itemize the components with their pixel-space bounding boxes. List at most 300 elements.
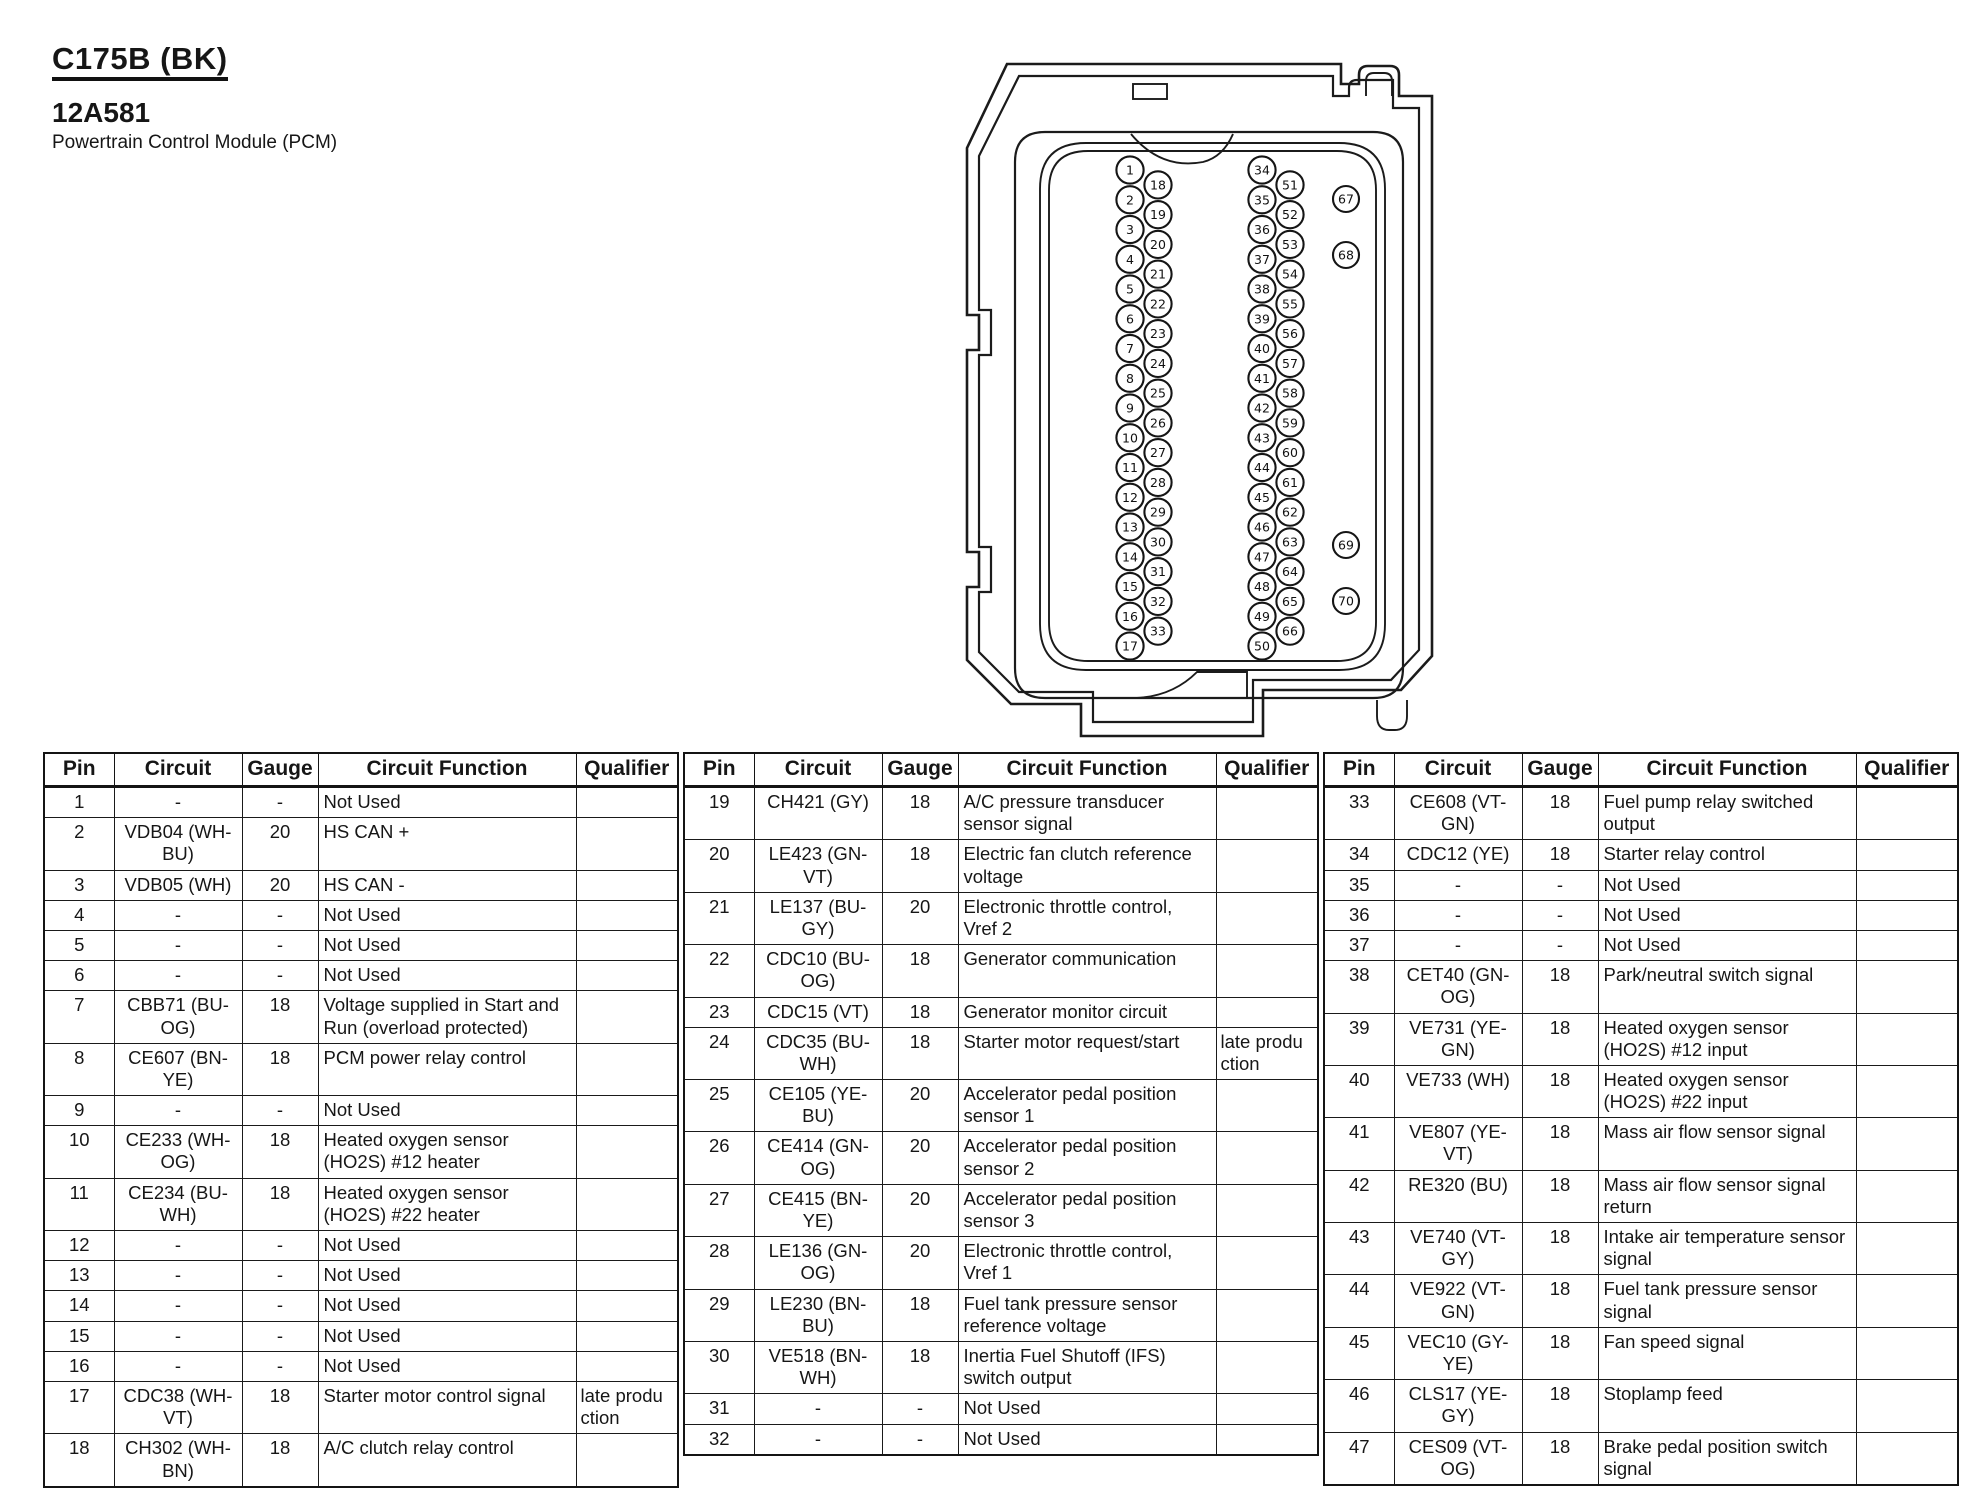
cell-circuit: VE733 (WH) [1394,1065,1522,1117]
cell-circuit: CE414 (GN-OG) [754,1132,882,1184]
connector-pin [1248,573,1275,600]
svg-text:30: 30 [1150,534,1166,550]
column-header: Circuit [754,753,882,787]
table-row [44,1096,678,1126]
column-header: Circuit [1394,753,1522,787]
cell-function: Accelerator pedal position sensor 1 [958,1080,1216,1132]
svg-text:70: 70 [1338,593,1354,609]
cell-function: Heated oxygen sensor (HO2S) #12 input [1598,1013,1856,1065]
svg-text:4: 4 [1126,251,1134,267]
cell-pin: 23 [684,997,754,1027]
cell-function: A/C pressure transducer sensor signal [958,787,1216,840]
svg-text:62: 62 [1282,504,1298,520]
cell-pin: 47 [1324,1432,1394,1485]
cell-qualifier: late production [576,1381,678,1433]
cell-circuit: LE230 (BN-BU) [754,1289,882,1341]
svg-text:59: 59 [1282,415,1298,431]
cell-pin: 2 [44,818,114,870]
cell-gauge: 20 [882,892,958,944]
cell-gauge: 18 [1522,1223,1598,1275]
cell-pin: 30 [684,1341,754,1393]
table-row [1324,1170,1958,1222]
svg-text:35: 35 [1254,192,1270,208]
cell-gauge: 18 [242,1381,318,1433]
table-row [684,997,1318,1027]
svg-text:13: 13 [1122,519,1138,535]
doc-header [52,42,337,154]
cell-function: Electric fan clutch reference voltage [958,840,1216,892]
cell-function: Intake air temperature sensor signal [1598,1223,1856,1275]
svg-text:2: 2 [1126,192,1134,208]
cell-gauge: 20 [882,1184,958,1236]
cell-gauge: - [242,900,318,930]
cell-circuit: - [114,961,242,991]
svg-text:8: 8 [1126,370,1134,386]
connector-pin [1116,573,1143,600]
cell-pin: 37 [1324,930,1394,960]
cell-pin: 17 [44,1381,114,1433]
cell-circuit: CE105 (YE-BU) [754,1080,882,1132]
cell-function: Not Used [958,1394,1216,1424]
cell-qualifier [1216,840,1318,892]
cell-circuit: - [114,1291,242,1321]
cell-gauge: - [242,1351,318,1381]
cell-pin: 20 [684,840,754,892]
svg-text:29: 29 [1150,504,1166,520]
table-row [44,1231,678,1261]
cell-qualifier [576,1261,678,1291]
connector-pin [1248,484,1275,511]
cell-function: Heated oxygen sensor (HO2S) #22 heater [318,1178,576,1230]
connector-diagram [945,50,1465,745]
svg-text:38: 38 [1254,281,1270,297]
table-row [684,945,1318,997]
cell-qualifier [576,961,678,991]
cell-function: Not Used [1598,930,1856,960]
table-row [684,840,1318,892]
connector-pin [1144,499,1171,526]
cell-gauge: 20 [242,870,318,900]
cell-circuit: - [114,1231,242,1261]
connector-pin [1276,320,1303,347]
cell-pin: 16 [44,1351,114,1381]
cell-gauge: - [242,961,318,991]
cell-qualifier [1216,1394,1318,1424]
connector-pin [1276,558,1303,585]
cell-function: Accelerator pedal position sensor 3 [958,1184,1216,1236]
svg-text:52: 52 [1282,207,1298,223]
cell-circuit: VE740 (VT-GY) [1394,1223,1522,1275]
cell-circuit: VE922 (VT-GN) [1394,1275,1522,1327]
connector-pin [1116,186,1143,213]
cell-gauge: 20 [882,1080,958,1132]
table-row [684,1080,1318,1132]
connector-pin [1248,156,1275,183]
cell-pin: 8 [44,1043,114,1095]
table-row [1324,1327,1958,1379]
cell-pin: 26 [684,1132,754,1184]
cell-function: Fan speed signal [1598,1327,1856,1379]
svg-text:42: 42 [1254,400,1270,416]
pinout-table-2 [683,752,1319,1456]
connector-pin [1144,618,1171,645]
cell-qualifier [1856,1013,1958,1065]
table-row [684,1341,1318,1393]
cell-circuit: VDB04 (WH-BU) [114,818,242,870]
connector-pin [1116,424,1143,451]
cell-pin: 46 [1324,1380,1394,1432]
cell-qualifier [576,870,678,900]
cell-circuit: VE518 (BN-WH) [754,1341,882,1393]
cell-qualifier [576,1291,678,1321]
column-header: Gauge [882,753,958,787]
cell-function: Not Used [318,930,576,960]
cell-pin: 28 [684,1237,754,1289]
cell-pin: 3 [44,870,114,900]
cell-circuit: VE807 (YE-VT) [1394,1118,1522,1170]
cell-qualifier [576,818,678,870]
connector-pin [1116,484,1143,511]
cell-pin: 21 [684,892,754,944]
cell-function: A/C clutch relay control [318,1434,576,1487]
cell-pin: 12 [44,1231,114,1261]
svg-text:22: 22 [1150,296,1166,312]
svg-text:56: 56 [1282,326,1298,342]
cell-qualifier [576,1231,678,1261]
cell-qualifier [1856,900,1958,930]
cell-gauge: 18 [882,840,958,892]
cell-pin: 14 [44,1291,114,1321]
cell-pin: 5 [44,930,114,960]
cell-gauge: 18 [1522,787,1598,840]
column-header: Gauge [1522,753,1598,787]
svg-text:28: 28 [1150,474,1166,490]
cell-circuit: - [114,900,242,930]
cell-gauge: 18 [882,997,958,1027]
svg-text:31: 31 [1150,564,1166,580]
cell-pin: 9 [44,1096,114,1126]
cell-qualifier [576,1126,678,1178]
table-row [1324,870,1958,900]
svg-text:14: 14 [1122,549,1138,565]
cell-pin: 19 [684,787,754,840]
connector-pin [1144,261,1171,288]
cell-qualifier [1216,1184,1318,1236]
svg-text:7: 7 [1126,341,1134,356]
cell-gauge: 18 [882,1027,958,1079]
cell-gauge: - [242,1231,318,1261]
cell-gauge: 18 [1522,1118,1598,1170]
cell-circuit: - [1394,930,1522,960]
connector-pin [1116,394,1143,421]
connector-pin [1276,409,1303,436]
cell-circuit: LE137 (BU-GY) [754,892,882,944]
connector-pin [1116,543,1143,570]
svg-text:46: 46 [1254,519,1270,535]
cell-gauge: 18 [1522,1432,1598,1485]
pinout-table-3 [1323,752,1959,1486]
table-row [1324,1118,1958,1170]
cell-circuit: - [1394,900,1522,930]
cell-pin: 25 [684,1080,754,1132]
cell-function: Heated oxygen sensor (HO2S) #12 heater [318,1126,576,1178]
connector-pin [1116,603,1143,630]
svg-text:24: 24 [1150,355,1166,371]
cell-function: Starter relay control [1598,840,1856,870]
connector-pin [1116,454,1143,481]
connector-pin [1116,305,1143,332]
table-row [44,1126,678,1178]
cell-circuit: - [1394,870,1522,900]
connector-pin [1144,409,1171,436]
cell-qualifier [1856,961,1958,1013]
cell-pin: 24 [684,1027,754,1079]
cell-qualifier [1856,840,1958,870]
cell-gauge: 18 [242,1043,318,1095]
table-row [684,1184,1318,1236]
connector-pin [1248,186,1275,213]
table-row [44,787,678,818]
cell-gauge: 18 [1522,1275,1598,1327]
column-header: Qualifier [1856,753,1958,787]
table-row [684,1132,1318,1184]
svg-text:53: 53 [1282,236,1298,252]
cell-pin: 41 [1324,1118,1394,1170]
svg-text:43: 43 [1254,430,1270,446]
table-row [1324,1380,1958,1432]
cell-function: Not Used [318,787,576,818]
column-header: Pin [684,753,754,787]
cell-gauge: - [1522,930,1598,960]
cell-circuit: CLS17 (YE-GY) [1394,1380,1522,1432]
connector-pin [1276,261,1303,288]
connector-pin [1248,513,1275,540]
cell-function: Not Used [318,1261,576,1291]
svg-text:49: 49 [1254,608,1270,624]
cell-qualifier [576,900,678,930]
cell-gauge: - [242,1096,318,1126]
table-row [684,787,1318,840]
cell-qualifier [576,1096,678,1126]
cell-gauge: 18 [882,787,958,840]
cell-pin: 18 [44,1434,114,1487]
cell-pin: 38 [1324,961,1394,1013]
connector-pin [1144,439,1171,466]
connector-pin [1248,275,1275,302]
svg-text:61: 61 [1282,474,1298,490]
cell-function: Fuel pump relay switched output [1598,787,1856,840]
cell-pin: 13 [44,1261,114,1291]
cell-qualifier [1216,1424,1318,1455]
cell-pin: 40 [1324,1065,1394,1117]
cell-circuit: VDB05 (WH) [114,870,242,900]
table-row [44,961,678,991]
connector-pin [1144,201,1171,228]
cell-qualifier [1216,997,1318,1027]
cell-qualifier [1216,1237,1318,1289]
cell-gauge: 18 [1522,1170,1598,1222]
cell-pin: 33 [1324,787,1394,840]
table-row [1324,1065,1958,1117]
svg-text:40: 40 [1254,341,1270,356]
connector-pin [1116,335,1143,362]
cell-circuit: - [754,1394,882,1424]
table-row [44,1178,678,1230]
cell-function: Not Used [1598,900,1856,930]
connector-pin [1248,603,1275,630]
cell-qualifier: late production [1216,1027,1318,1079]
cell-gauge: 18 [1522,1013,1598,1065]
cell-function: Park/neutral switch signal [1598,961,1856,1013]
svg-text:44: 44 [1254,460,1270,475]
svg-text:32: 32 [1150,593,1166,609]
cell-gauge: - [882,1424,958,1455]
cell-function: Accelerator pedal position sensor 2 [958,1132,1216,1184]
svg-text:68: 68 [1338,247,1354,263]
svg-text:18: 18 [1150,177,1166,193]
connector-pin [1276,290,1303,317]
table-row [1324,787,1958,840]
connector-pin [1276,469,1303,496]
connector-pin [1144,171,1171,198]
cell-qualifier [1856,1327,1958,1379]
connector-pin [1276,499,1303,526]
cell-circuit: CET40 (GN-OG) [1394,961,1522,1013]
connector-pin [1116,246,1143,273]
cell-function: Electronic throttle control, Vref 1 [958,1237,1216,1289]
pin-field [1116,156,1359,659]
connector-pin [1333,186,1359,212]
cell-qualifier [576,1043,678,1095]
cell-function: Not Used [318,961,576,991]
cell-qualifier [576,991,678,1043]
cell-function: PCM power relay control [318,1043,576,1095]
column-header: Circuit Function [318,753,576,787]
cell-circuit: CE607 (BN-YE) [114,1043,242,1095]
cell-circuit: CDC35 (BU-WH) [754,1027,882,1079]
cell-qualifier [576,787,678,818]
svg-text:41: 41 [1254,370,1270,386]
table-row [44,1381,678,1433]
cell-pin: 22 [684,945,754,997]
cell-gauge: 18 [1522,840,1598,870]
pinout-table-1 [43,752,679,1488]
cell-gauge: - [242,1291,318,1321]
connector-pin [1248,335,1275,362]
connector-pin [1144,320,1171,347]
connector-pin [1144,380,1171,407]
table-row [1324,1432,1958,1485]
table-row [44,1043,678,1095]
cell-function: Not Used [318,1291,576,1321]
cell-circuit: CDC10 (BU-OG) [754,945,882,997]
cell-qualifier [576,930,678,960]
svg-text:21: 21 [1150,266,1166,282]
cell-circuit: - [114,1261,242,1291]
svg-text:25: 25 [1150,385,1166,401]
svg-text:64: 64 [1282,564,1298,580]
svg-text:15: 15 [1122,579,1138,594]
cell-qualifier [1216,1289,1318,1341]
cell-circuit: CBB71 (BU-OG) [114,991,242,1043]
cell-circuit: RE320 (BU) [1394,1170,1522,1222]
table-row [44,870,678,900]
svg-text:9: 9 [1126,400,1134,416]
cell-function: Starter motor control signal [318,1381,576,1433]
connector-pin [1116,216,1143,243]
cell-qualifier [1216,787,1318,840]
svg-text:66: 66 [1282,623,1298,639]
cell-gauge: - [1522,900,1598,930]
column-header: Circuit [114,753,242,787]
cell-qualifier [1856,1432,1958,1485]
table-row [44,900,678,930]
table-row [44,1261,678,1291]
connector-pin [1248,632,1275,659]
connector-pin [1248,216,1275,243]
svg-text:48: 48 [1254,579,1270,594]
cell-function: Voltage supplied in Start and Run (overload protected) [318,991,576,1043]
svg-text:54: 54 [1282,266,1298,282]
module-name: Powertrain Control Module (PCM) [52,132,338,154]
cell-pin: 45 [1324,1327,1394,1379]
cell-gauge: - [242,787,318,818]
cell-function: Heated oxygen sensor (HO2S) #22 input [1598,1065,1856,1117]
cell-pin: 36 [1324,900,1394,930]
cell-function: Inertia Fuel Shutoff (IFS) switch output [958,1341,1216,1393]
connector-pin [1333,242,1359,268]
cell-gauge: - [1522,870,1598,900]
table-row [1324,900,1958,930]
table-row [1324,840,1958,870]
part-number: 12A581 [52,97,151,129]
cell-function: Not Used [318,900,576,930]
connector-pin [1144,588,1171,615]
table-row [1324,1275,1958,1327]
cell-function: Not Used [318,1351,576,1381]
cell-gauge: - [242,930,318,960]
connector-pin [1248,543,1275,570]
svg-text:19: 19 [1150,207,1166,223]
table-row [684,1289,1318,1341]
cell-pin: 42 [1324,1170,1394,1222]
connector-pin [1144,469,1171,496]
svg-text:17: 17 [1122,638,1138,654]
svg-text:55: 55 [1282,296,1298,312]
cell-gauge: 18 [882,945,958,997]
cell-pin: 1 [44,787,114,818]
cell-function: HS CAN - [318,870,576,900]
cell-circuit: CE608 (VT-GN) [1394,787,1522,840]
svg-text:3: 3 [1126,222,1134,237]
table-row [44,1291,678,1321]
cell-gauge: 18 [1522,961,1598,1013]
svg-text:26: 26 [1150,415,1166,431]
table-row [44,1351,678,1381]
connector-pin [1276,439,1303,466]
cell-pin: 31 [684,1394,754,1424]
svg-text:67: 67 [1338,191,1354,207]
cell-gauge: 18 [882,1289,958,1341]
cell-qualifier [1856,930,1958,960]
connector-pin [1276,350,1303,377]
table-row [44,991,678,1043]
header-row [1324,753,1958,787]
table-row [44,930,678,960]
cell-gauge: 18 [242,991,318,1043]
cell-qualifier [1856,1118,1958,1170]
connector-pin [1333,532,1359,558]
